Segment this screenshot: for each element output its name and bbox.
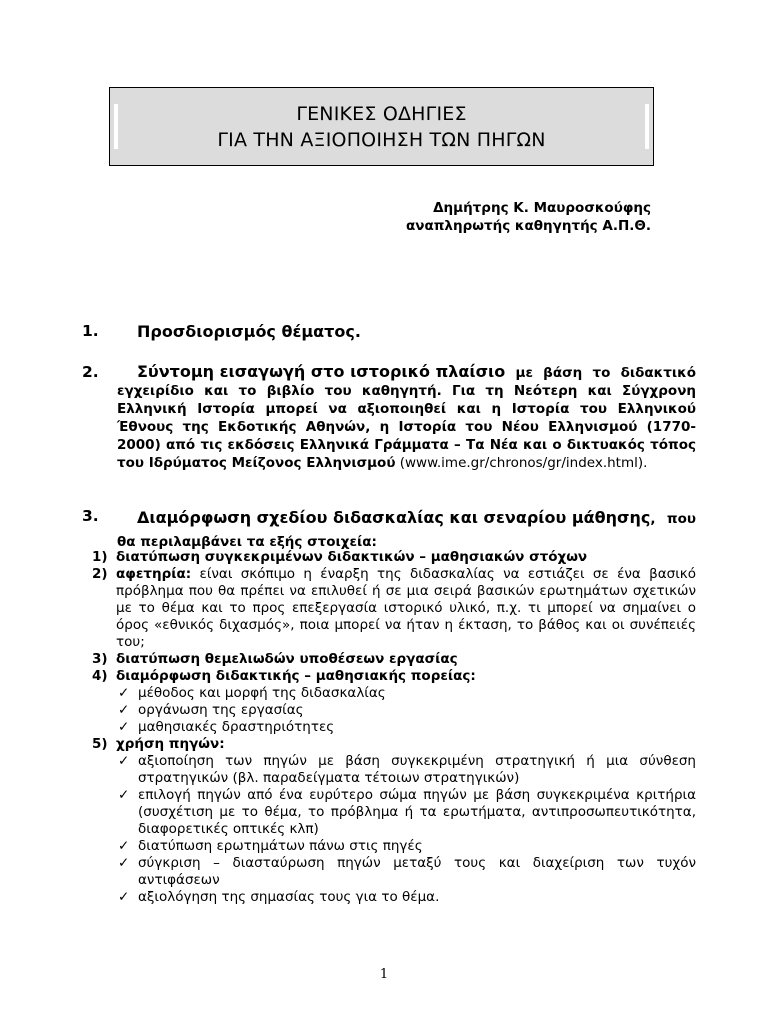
list-item-bold: διατύπωση συγκεκριμένων διδακτικών – μαθησιακών στόχων <box>116 549 588 565</box>
checklist-item <box>114 855 696 889</box>
section-heading-block <box>117 507 696 553</box>
author-block <box>406 199 651 235</box>
section-number: 1. <box>82 322 99 340</box>
list-item-text: είναι σκόπιμο η έναρξη της διδασκαλίας να εστιάζει σε ένα βασικό πρόβλημα που θα πρέπει να επιλυθεί ή σε μια σειρά βασικών ερωτημάτων σχετικών με το θέμα και το προς επεξεργασία ιστορικό υλικό, π.χ. τι μπορεί να σημαίνει ο όρος «εθνικός διχασμός», ποια μπορεί να ήταν η έκταση, το βάθος και οι συνέπειές του; <box>116 566 696 650</box>
checklist-item <box>114 838 696 855</box>
section-3 <box>82 507 696 553</box>
list-number: 2) <box>92 566 108 582</box>
list-number: 5) <box>92 736 108 752</box>
list-item-bold: διατύπωση θεμελιωδών υποθέσεων εργασίας <box>116 651 458 667</box>
list-item <box>92 566 696 651</box>
list-item <box>92 736 696 753</box>
page-number: 1 <box>379 967 389 982</box>
checklist-text: μέθοδος και μορφή της διδασκαλίας <box>138 685 386 701</box>
list-item-bold: χρήση πηγών: <box>116 736 225 752</box>
checklist-text: αξιολόγηση της σημασίας τους για το θέμα. <box>138 889 440 905</box>
section-body <box>117 363 696 472</box>
checklist-item <box>114 787 696 838</box>
checklist-text: οργάνωση της εργασίας <box>138 702 304 718</box>
checkmark-icon: ✓ <box>118 855 130 871</box>
checklist-item <box>114 753 696 787</box>
list-item <box>92 549 696 566</box>
section-link-text: (www.ime.gr/chronos/gr/index.html). <box>395 455 648 471</box>
title-line-1: ΓΕΝΙΚΕΣ ΟΔΗΓΙΕΣ <box>296 102 467 125</box>
list-number: 1) <box>92 549 108 565</box>
checkmark-icon: ✓ <box>118 719 130 735</box>
checklist-text: μαθησιακές δραστηριότητες <box>138 719 335 735</box>
section-heading: Προσδιορισμός θέματος. <box>137 322 361 341</box>
checkmark-icon: ✓ <box>118 702 130 718</box>
checkmark-icon: ✓ <box>118 787 130 803</box>
list-item-bold: διαμόρφωση διδακτικής – μαθησιακής πορείας: <box>116 668 476 684</box>
list-number: 3) <box>92 651 108 667</box>
section-number: 2. <box>82 363 99 381</box>
section-3-list <box>92 549 696 906</box>
checkmark-icon: ✓ <box>118 838 130 854</box>
section-heading-tail: , που θα περιλαμβάνει τα εξής στοιχεία: <box>117 511 696 550</box>
list-item <box>92 651 696 668</box>
section-number: 3. <box>82 507 99 525</box>
title-line-2: ΓΙΑ ΤΗΝ ΑΞΙΟΠΟΙΗΣΗ ΤΩΝ ΠΗΓΩΝ <box>217 128 546 151</box>
checklist-text: επιλογή πηγών από ένα ευρύτερο σώμα πηγών με βάση συγκεκριμένα κριτήρια (συσχέτιση με το θέμα, το πρόβλημα ή τα ερωτήματα, αντιπροσωπευτικότητα, διαφορετικές οπτικές κλπ) <box>138 787 696 837</box>
checklist-text: αξιοποίηση των πηγών με βάση συγκεκριμένη στρατηγική ή μια σύνθεση στρατηγικών (βλ. παραδείγματα τέτοιων στρατηγικών) <box>138 753 696 786</box>
author-name: Δημήτρης Κ. Μαυροσκούφης <box>433 200 651 216</box>
section-2 <box>82 363 696 472</box>
checklist-item <box>114 719 696 736</box>
checklist-text: σύγκριση – διασταύρωση πηγών μεταξύ τους και διαχείριση των τυχόν αντιφάσεων <box>138 855 696 888</box>
checklist-item <box>114 889 696 906</box>
list-number: 4) <box>92 668 108 684</box>
checklist-text: διατύπωση ερωτημάτων πάνω στις πηγές <box>138 838 423 854</box>
document-title-box <box>109 87 654 166</box>
checklist-item <box>114 702 696 719</box>
section-heading: Διαμόρφωση σχεδίου διδασκαλίας και σεναρίου μάθησης <box>137 508 651 527</box>
list-item-bold: αφετηρία: <box>116 566 192 582</box>
checkmark-icon: ✓ <box>118 889 130 905</box>
checkmark-icon: ✓ <box>118 753 130 769</box>
list-item <box>92 668 696 685</box>
checkmark-icon: ✓ <box>118 685 130 701</box>
section-heading: Σύντομη εισαγωγή στο ιστορικό πλαίσιο <box>137 362 506 381</box>
section-text: με βάση το διδακτικό εγχειρίδιο και το βιβλίο του καθηγητή. Για τη Νεότερη και Σύγχρονη Ελληνική Ιστορία μπορεί να αξιοποιηθεί και η Ιστορία του Ελληνικού Έθνους της Εκδοτικής Αθηνών, η Ιστορία του Νέου Ελληνισμού (1770-2000) από τις εκδόσεις Ελληνικά Γράμματα – Τα Νέα και ο δικτυακός τόπος του Ιδρύματος Μείζονος Ελληνισμού <box>117 365 696 471</box>
author-role: αναπληρωτής καθηγητής Α.Π.Θ. <box>406 218 651 234</box>
checklist-item <box>114 685 696 702</box>
